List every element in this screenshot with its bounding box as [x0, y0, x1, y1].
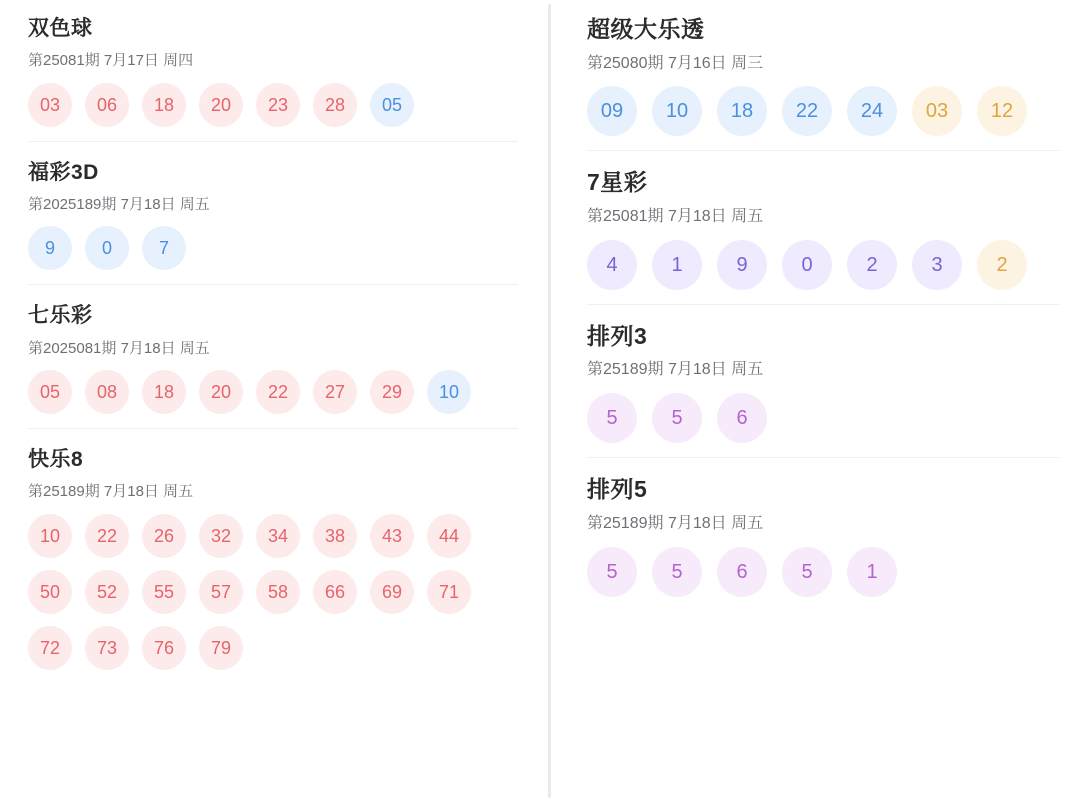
- lottery-ball: 4: [587, 240, 637, 290]
- lottery-ball-row: [28, 514, 518, 670]
- lottery-name: 7星彩: [587, 169, 648, 196]
- lottery-ball: 69: [370, 570, 414, 614]
- lottery-ball: 23: [256, 83, 300, 127]
- lottery-section[interactable]: [28, 284, 518, 428]
- lottery-ball: 50: [28, 570, 72, 614]
- lottery-ball: 5: [652, 393, 702, 443]
- lottery-ball: 20: [199, 370, 243, 414]
- lottery-ball: 38: [313, 514, 357, 558]
- lottery-ball: 06: [85, 83, 129, 127]
- lottery-ball-row: [28, 226, 518, 270]
- lottery-ball: 9: [28, 226, 72, 270]
- lottery-ball: 7: [142, 226, 186, 270]
- lottery-ball: 08: [85, 370, 129, 414]
- lottery-ball: 79: [199, 626, 243, 670]
- lottery-ball: 9: [717, 240, 767, 290]
- lottery-ball: 6: [717, 547, 767, 597]
- lottery-ball: 34: [256, 514, 300, 558]
- lottery-ball: 3: [912, 240, 962, 290]
- lottery-ball: 18: [142, 370, 186, 414]
- lottery-ball: 20: [199, 83, 243, 127]
- lottery-ball: 76: [142, 626, 186, 670]
- lottery-ball: 44: [427, 514, 471, 558]
- lottery-section[interactable]: [587, 16, 1060, 150]
- lottery-ball: 22: [782, 86, 832, 136]
- lottery-ball: 10: [427, 370, 471, 414]
- lottery-section[interactable]: [28, 16, 518, 141]
- lottery-ball: 6: [717, 393, 767, 443]
- lottery-ball: 52: [85, 570, 129, 614]
- lottery-name: 七乐彩: [28, 304, 93, 328]
- lottery-section[interactable]: [28, 141, 518, 285]
- lottery-ball: 55: [142, 570, 186, 614]
- lottery-ball: 18: [142, 83, 186, 127]
- lottery-ball: 22: [85, 514, 129, 558]
- lottery-ball: 05: [28, 370, 72, 414]
- lottery-ball: 2: [847, 240, 897, 290]
- lottery-ball: 5: [652, 547, 702, 597]
- lottery-issue-date: 第2025081期 7月18日 周五: [28, 339, 210, 357]
- lottery-ball: 05: [370, 83, 414, 127]
- lottery-name: 超级大乐透: [587, 16, 705, 42]
- lottery-ball-row: [587, 547, 1060, 597]
- lottery-ball-row: [587, 240, 1060, 290]
- lottery-issue-date: 第25081期 7月17日 周四: [28, 52, 194, 70]
- lottery-ball: 03: [28, 83, 72, 127]
- lottery-name: 排列5: [587, 476, 648, 503]
- lottery-ball: 43: [370, 514, 414, 558]
- lottery-ball: 57: [199, 570, 243, 614]
- lottery-ball: 1: [847, 547, 897, 597]
- lottery-issue-date: 第25081期 7月18日 周五: [587, 207, 764, 225]
- lottery-issue-date: 第25189期 7月18日 周五: [28, 483, 194, 501]
- lottery-section[interactable]: [28, 428, 518, 684]
- lottery-ball: 28: [313, 83, 357, 127]
- lottery-ball: 32: [199, 514, 243, 558]
- lottery-ball: 66: [313, 570, 357, 614]
- lottery-ball: 24: [847, 86, 897, 136]
- lottery-ball: 09: [587, 86, 637, 136]
- lottery-issue-date: 第25080期 7月16日 周三: [587, 54, 764, 72]
- lottery-ball: 29: [370, 370, 414, 414]
- lottery-name: 双色球: [28, 17, 93, 40]
- lottery-ball: 10: [652, 86, 702, 136]
- lottery-name: 福彩3D: [28, 160, 99, 184]
- lottery-ball: 5: [587, 547, 637, 597]
- lottery-section[interactable]: [587, 150, 1060, 303]
- lottery-ball-row: [28, 370, 518, 414]
- lottery-issue-date: 第25189期 7月18日 周五: [587, 361, 764, 379]
- lottery-issue-date: 第2025189期 7月18日 周五: [28, 195, 210, 213]
- lottery-ball: 71: [427, 570, 471, 614]
- lottery-ball: 73: [85, 626, 129, 670]
- lottery-ball: 58: [256, 570, 300, 614]
- lottery-section[interactable]: [587, 304, 1060, 457]
- lottery-ball: 0: [85, 226, 129, 270]
- lottery-ball-row: [587, 393, 1060, 443]
- lottery-ball: 03: [912, 86, 962, 136]
- lottery-ball: 26: [142, 514, 186, 558]
- lottery-ball: 27: [313, 370, 357, 414]
- lottery-ball-row: [587, 86, 1060, 136]
- lottery-name: 排列3: [587, 322, 648, 349]
- lottery-ball: 22: [256, 370, 300, 414]
- lottery-ball: 2: [977, 240, 1027, 290]
- right-results-column: [551, 0, 1080, 804]
- lottery-ball: 1: [652, 240, 702, 290]
- lottery-ball-row: [28, 83, 518, 127]
- lottery-issue-date: 第25189期 7月18日 周五: [587, 514, 764, 532]
- lottery-ball: 5: [587, 393, 637, 443]
- lottery-ball: 12: [977, 86, 1027, 136]
- lottery-ball: 18: [717, 86, 767, 136]
- lottery-ball: 5: [782, 547, 832, 597]
- lottery-section[interactable]: [587, 457, 1060, 610]
- lottery-ball: 10: [28, 514, 72, 558]
- lottery-ball: 72: [28, 626, 72, 670]
- lottery-ball: 0: [782, 240, 832, 290]
- lottery-name: 快乐8: [28, 448, 84, 472]
